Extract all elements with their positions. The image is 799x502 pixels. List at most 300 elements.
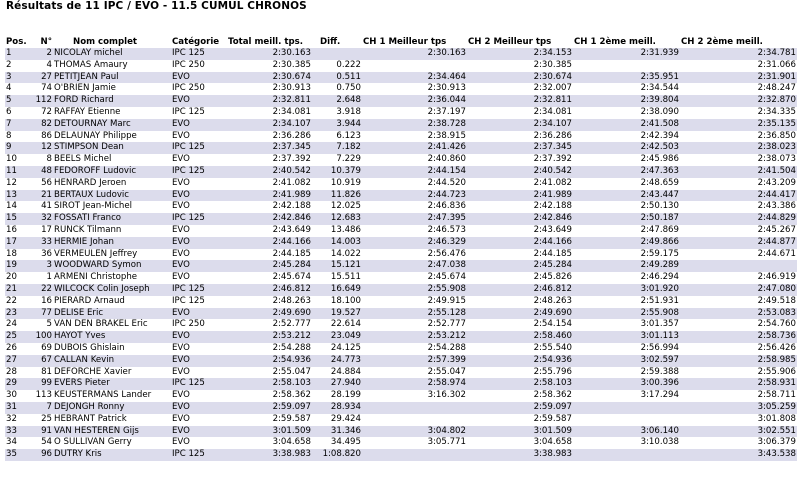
cell-ch1-best: 2:53.212 (362, 331, 467, 343)
cell-ch2-second: 2:35.135 (680, 119, 797, 131)
cell-name: DEJONGH Ronny (53, 402, 171, 414)
cell-name: RUNCK Tilmann (53, 225, 171, 237)
cell-category: EVO (171, 154, 227, 166)
cell-pos: 28 (5, 367, 33, 379)
cell-ch2-best: 2:43.649 (467, 225, 573, 237)
col-header-name: Nom complet (73, 36, 138, 47)
cell-diff: 6.123 (312, 131, 362, 143)
cell-pos: 26 (5, 343, 33, 355)
cell-total-best-time: 2:32.811 (227, 95, 312, 107)
cell-ch2-second: 2:36.850 (680, 131, 797, 143)
cell-ch1-second: 2:31.939 (573, 48, 680, 60)
cell-pos: 4 (5, 83, 33, 95)
cell-diff: 11.826 (312, 190, 362, 202)
cell-number: 8 (33, 154, 53, 166)
cell-total-best-time: 2:36.286 (227, 131, 312, 143)
cell-ch2-best: 2:34.107 (467, 119, 573, 131)
cell-ch1-second: 2:41.508 (573, 119, 680, 131)
cell-ch2-second: 3:06.379 (680, 437, 797, 449)
cell-pos: 20 (5, 272, 33, 284)
table-row (5, 414, 797, 426)
cell-name: CALLAN Kevin (53, 355, 171, 367)
header-row (5, 35, 797, 48)
cell-ch1-best: 2:45.674 (362, 272, 467, 284)
cell-ch1-second: 3:01.357 (573, 319, 680, 331)
cell-ch2-best: 2:40.542 (467, 166, 573, 178)
table-row (5, 178, 797, 190)
cell-diff: 2.648 (312, 95, 362, 107)
cell-diff: 28.934 (312, 402, 362, 414)
cell-ch1-second: 2:35.951 (573, 72, 680, 84)
cell-diff: 29.424 (312, 414, 362, 426)
cell-ch1-best (362, 414, 467, 426)
cell-name: HERMIE Johan (53, 237, 171, 249)
col-header-ch1-second: CH 1 2ème meill. (574, 36, 656, 47)
cell-category: EVO (171, 343, 227, 355)
cell-pos: 11 (5, 166, 33, 178)
cell-pos: 30 (5, 390, 33, 402)
cell-pos: 16 (5, 225, 33, 237)
cell-number: 72 (33, 107, 53, 119)
cell-category: EVO (171, 331, 227, 343)
cell-name: FEDOROFF Ludovic (53, 166, 171, 178)
table-row (5, 308, 797, 320)
cell-category: IPC 125 (171, 166, 227, 178)
cell-total-best-time: 2:42.188 (227, 201, 312, 213)
cell-ch2-best: 2:37.392 (467, 154, 573, 166)
cell-name: HENRARD Jeroen (53, 178, 171, 190)
cell-name: VERMEULEN Jeffrey (53, 249, 171, 261)
cell-ch2-best: 2:44.185 (467, 249, 573, 261)
cell-ch2-best: 2:34.153 (467, 48, 573, 60)
cell-ch1-second: 2:59.388 (573, 367, 680, 379)
cell-ch2-second (680, 260, 797, 272)
table-row (5, 142, 797, 154)
cell-ch2-best: 3:04.658 (467, 437, 573, 449)
cell-number: 5 (33, 319, 53, 331)
cell-diff: 27.940 (312, 378, 362, 390)
cell-total-best-time: 3:01.509 (227, 426, 312, 438)
cell-ch1-second: 2:49.289 (573, 260, 680, 272)
cell-number: 77 (33, 308, 53, 320)
cell-number: 91 (33, 426, 53, 438)
cell-category: EVO (171, 402, 227, 414)
cell-ch2-best: 2:41.082 (467, 178, 573, 190)
cell-ch2-best: 2:32.811 (467, 95, 573, 107)
cell-ch2-best: 2:37.345 (467, 142, 573, 154)
cell-pos: 12 (5, 178, 33, 190)
cell-diff: 19.527 (312, 308, 362, 320)
cell-total-best-time: 2:53.212 (227, 331, 312, 343)
cell-name: DUTRY Kris (53, 449, 171, 461)
cell-number: 54 (33, 437, 53, 449)
cell-name: RAFFAY Etienne (53, 107, 171, 119)
cell-diff: 24.125 (312, 343, 362, 355)
cell-ch1-best: 2:44.154 (362, 166, 467, 178)
cell-ch2-second: 2:45.267 (680, 225, 797, 237)
cell-name: NICOLAY michel (53, 48, 171, 60)
cell-name: DETOURNAY Marc (53, 119, 171, 131)
cell-number: 7 (33, 402, 53, 414)
table-row (5, 331, 797, 343)
cell-number: 17 (33, 225, 53, 237)
table-row (5, 190, 797, 202)
table-row (5, 378, 797, 390)
cell-name: PETITJEAN Paul (53, 72, 171, 84)
cell-ch1-second: 3:00.396 (573, 378, 680, 390)
cell-name: HEBRANT Patrick (53, 414, 171, 426)
cell-category: EVO (171, 190, 227, 202)
cell-number: 99 (33, 378, 53, 390)
table-row (5, 402, 797, 414)
cell-diff: 0.511 (312, 72, 362, 84)
cell-diff: 15.511 (312, 272, 362, 284)
cell-total-best-time: 2:58.362 (227, 390, 312, 402)
cell-number: 4 (33, 60, 53, 72)
cell-number: 32 (33, 213, 53, 225)
cell-category: IPC 125 (171, 213, 227, 225)
cell-ch2-best: 2:46.812 (467, 284, 573, 296)
cell-ch2-second: 2:38.073 (680, 154, 797, 166)
cell-ch2-second: 2:58.931 (680, 378, 797, 390)
cell-number: 36 (33, 249, 53, 261)
cell-name: WOODWARD Symon (53, 260, 171, 272)
cell-ch2-second: 2:56.426 (680, 343, 797, 355)
cell-total-best-time: 2:59.097 (227, 402, 312, 414)
cell-name: VAN HESTEREN Gijs (53, 426, 171, 438)
cell-ch1-best: 2:30.913 (362, 83, 467, 95)
cell-ch1-best: 2:47.395 (362, 213, 467, 225)
cell-diff: 28.199 (312, 390, 362, 402)
cell-pos: 1 (5, 48, 33, 60)
col-header-ch2-best: CH 2 Meilleur tps (468, 36, 552, 47)
table-row (5, 260, 797, 272)
cell-diff: 24.773 (312, 355, 362, 367)
cell-ch1-second: 2:42.503 (573, 142, 680, 154)
cell-category: EVO (171, 72, 227, 84)
table-row (5, 367, 797, 379)
cell-pos: 35 (5, 449, 33, 461)
cell-pos: 24 (5, 319, 33, 331)
cell-pos: 32 (5, 414, 33, 426)
cell-name: BEELS Michel (53, 154, 171, 166)
cell-name: THOMAS Amaury (53, 60, 171, 72)
cell-total-best-time: 3:04.658 (227, 437, 312, 449)
table-row (5, 272, 797, 284)
col-header-ch2-second: CH 2 2ème meill. (681, 36, 763, 47)
cell-number: 33 (33, 237, 53, 249)
cell-total-best-time: 2:43.649 (227, 225, 312, 237)
cell-ch2-best: 2:42.846 (467, 213, 573, 225)
cell-ch2-best: 2:54.154 (467, 319, 573, 331)
cell-ch2-best: 2:58.103 (467, 378, 573, 390)
cell-ch1-second: 2:48.659 (573, 178, 680, 190)
cell-diff: 12.683 (312, 213, 362, 225)
cell-pos: 2 (5, 60, 33, 72)
cell-name: ARMENI Christophe (53, 272, 171, 284)
cell-diff: 22.614 (312, 319, 362, 331)
cell-number: 41 (33, 201, 53, 213)
cell-ch1-best: 2:44.520 (362, 178, 467, 190)
cell-ch1-second: 3:10.038 (573, 437, 680, 449)
cell-ch1-second (573, 414, 680, 426)
cell-number: 74 (33, 83, 53, 95)
table-row (5, 48, 797, 60)
cell-name: WILCOCK Colin Joseph (53, 284, 171, 296)
cell-ch2-second: 2:44.417 (680, 190, 797, 202)
cell-ch1-second: 2:47.363 (573, 166, 680, 178)
cell-category: EVO (171, 225, 227, 237)
cell-ch2-second: 2:32.870 (680, 95, 797, 107)
cell-category: IPC 250 (171, 60, 227, 72)
table-row (5, 60, 797, 72)
cell-number: 113 (33, 390, 53, 402)
cell-diff: 18.100 (312, 296, 362, 308)
cell-number: 12 (33, 142, 53, 154)
cell-ch1-second: 2:43.447 (573, 190, 680, 202)
cell-total-best-time: 2:44.166 (227, 237, 312, 249)
cell-pos: 17 (5, 237, 33, 249)
cell-total-best-time: 2:37.345 (227, 142, 312, 154)
table-row (5, 449, 797, 461)
cell-ch1-best: 2:54.288 (362, 343, 467, 355)
cell-number: 81 (33, 367, 53, 379)
table-row (5, 83, 797, 95)
page-title: Résultats de 11 IPC / EVO - 11.5 CUMUL CHRONOS (6, 0, 307, 12)
cell-ch2-second: 2:31.066 (680, 60, 797, 72)
cell-ch2-second: 2:53.083 (680, 308, 797, 320)
results-table (5, 35, 797, 461)
cell-number: 22 (33, 284, 53, 296)
cell-pos: 19 (5, 260, 33, 272)
table-row (5, 213, 797, 225)
cell-total-best-time: 2:30.385 (227, 60, 312, 72)
cell-ch2-second: 2:41.504 (680, 166, 797, 178)
table-row (5, 296, 797, 308)
table-row (5, 390, 797, 402)
cell-pos: 22 (5, 296, 33, 308)
cell-ch2-second: 2:31.901 (680, 72, 797, 84)
results-table-header (5, 35, 797, 48)
cell-category: IPC 125 (171, 449, 227, 461)
table-row (5, 437, 797, 449)
table-row (5, 154, 797, 166)
cell-ch1-best: 3:16.302 (362, 390, 467, 402)
cell-ch1-best: 2:30.163 (362, 48, 467, 60)
cell-ch1-best (362, 449, 467, 461)
cell-category: EVO (171, 308, 227, 320)
cell-ch1-second: 2:39.804 (573, 95, 680, 107)
cell-ch1-best: 2:55.047 (362, 367, 467, 379)
cell-total-best-time: 2:42.846 (227, 213, 312, 225)
cell-ch2-best: 2:45.284 (467, 260, 573, 272)
cell-diff: 3.944 (312, 119, 362, 131)
cell-diff: 3.918 (312, 107, 362, 119)
cell-category: IPC 250 (171, 83, 227, 95)
cell-ch1-second: 2:56.994 (573, 343, 680, 355)
cell-name: DELAUNAY Philippe (53, 131, 171, 143)
cell-diff: 0.750 (312, 83, 362, 95)
cell-ch1-second: 2:34.544 (573, 83, 680, 95)
cell-pos: 21 (5, 284, 33, 296)
table-row (5, 166, 797, 178)
cell-ch2-best: 2:34.081 (467, 107, 573, 119)
cell-diff: 1:08.820 (312, 449, 362, 461)
cell-category: EVO (171, 367, 227, 379)
cell-pos: 3 (5, 72, 33, 84)
cell-ch1-best: 2:46.836 (362, 201, 467, 213)
cell-ch2-second: 2:54.760 (680, 319, 797, 331)
table-row (5, 107, 797, 119)
cell-ch1-second: 2:49.866 (573, 237, 680, 249)
cell-pos: 8 (5, 131, 33, 143)
cell-ch1-best: 2:58.974 (362, 378, 467, 390)
col-header-total-best-time: Total meill. tps. (228, 36, 303, 47)
cell-number: 82 (33, 119, 53, 131)
cell-diff: 16.649 (312, 284, 362, 296)
col-header-ch1-best: CH 1 Meilleur tps (363, 36, 447, 47)
cell-category: IPC 250 (171, 319, 227, 331)
cell-ch1-second (573, 449, 680, 461)
col-header-pos: Pos. (6, 36, 27, 47)
cell-name: PIERARD Arnaud (53, 296, 171, 308)
cell-ch2-second: 2:47.080 (680, 284, 797, 296)
cell-category: EVO (171, 272, 227, 284)
cell-name: EVERS Pieter (53, 378, 171, 390)
cell-total-best-time: 2:48.263 (227, 296, 312, 308)
cell-ch1-second: 3:06.140 (573, 426, 680, 438)
results-table-body (5, 48, 797, 461)
cell-ch2-best: 2:30.385 (467, 60, 573, 72)
cell-ch1-best: 2:55.128 (362, 308, 467, 320)
cell-ch1-best: 3:04.802 (362, 426, 467, 438)
cell-category: IPC 125 (171, 378, 227, 390)
cell-ch2-best: 2:54.936 (467, 355, 573, 367)
cell-number: 56 (33, 178, 53, 190)
cell-ch2-best: 2:49.690 (467, 308, 573, 320)
cell-ch2-second: 2:44.671 (680, 249, 797, 261)
cell-ch2-best: 2:55.540 (467, 343, 573, 355)
cell-ch2-best: 2:30.674 (467, 72, 573, 84)
cell-ch2-second: 3:01.808 (680, 414, 797, 426)
cell-ch2-second: 2:44.829 (680, 213, 797, 225)
cell-ch2-second: 2:46.919 (680, 272, 797, 284)
table-row (5, 249, 797, 261)
cell-total-best-time: 2:46.812 (227, 284, 312, 296)
cell-ch2-best: 3:38.983 (467, 449, 573, 461)
cell-name: BERTAUX Ludovic (53, 190, 171, 202)
cell-total-best-time: 2:55.047 (227, 367, 312, 379)
cell-ch1-best: 2:40.860 (362, 154, 467, 166)
cell-pos: 27 (5, 355, 33, 367)
cell-name: HAYOT Yves (53, 331, 171, 343)
cell-ch1-best: 2:36.044 (362, 95, 467, 107)
cell-ch1-second: 2:50.130 (573, 201, 680, 213)
cell-ch1-second: 2:59.175 (573, 249, 680, 261)
cell-ch1-best: 2:56.476 (362, 249, 467, 261)
cell-ch2-second: 2:58.736 (680, 331, 797, 343)
cell-total-best-time: 2:40.542 (227, 166, 312, 178)
cell-number: 27 (33, 72, 53, 84)
table-row (5, 355, 797, 367)
col-header-diff: Diff. (320, 36, 341, 47)
cell-pos: 31 (5, 402, 33, 414)
cell-ch1-best: 2:57.399 (362, 355, 467, 367)
cell-diff: 34.495 (312, 437, 362, 449)
cell-number: 2 (33, 48, 53, 60)
cell-ch2-second: 3:05.259 (680, 402, 797, 414)
cell-ch1-best: 2:46.573 (362, 225, 467, 237)
table-row (5, 225, 797, 237)
cell-pos: 13 (5, 190, 33, 202)
cell-ch2-best: 2:55.796 (467, 367, 573, 379)
cell-diff: 7.229 (312, 154, 362, 166)
cell-ch1-second: 2:47.869 (573, 225, 680, 237)
cell-ch1-best: 2:37.197 (362, 107, 467, 119)
table-row (5, 201, 797, 213)
cell-number: 67 (33, 355, 53, 367)
cell-ch2-second: 2:49.518 (680, 296, 797, 308)
cell-ch2-second: 2:34.781 (680, 48, 797, 60)
cell-total-best-time: 2:41.989 (227, 190, 312, 202)
cell-ch1-best: 2:52.777 (362, 319, 467, 331)
cell-ch1-best: 2:38.728 (362, 119, 467, 131)
cell-ch1-second: 2:50.187 (573, 213, 680, 225)
cell-pos: 33 (5, 426, 33, 438)
cell-number: 100 (33, 331, 53, 343)
cell-total-best-time: 2:45.284 (227, 260, 312, 272)
cell-total-best-time: 2:37.392 (227, 154, 312, 166)
cell-ch1-second (573, 60, 680, 72)
cell-category: IPC 125 (171, 284, 227, 296)
table-row (5, 343, 797, 355)
cell-category: EVO (171, 249, 227, 261)
cell-name: SIROT Jean-Michel (53, 201, 171, 213)
cell-category: EVO (171, 414, 227, 426)
cell-total-best-time: 2:49.690 (227, 308, 312, 320)
cell-category: EVO (171, 390, 227, 402)
cell-diff: 14.022 (312, 249, 362, 261)
table-row (5, 131, 797, 143)
cell-diff (312, 48, 362, 60)
cell-ch2-second: 2:34.335 (680, 107, 797, 119)
cell-name: FORD Richard (53, 95, 171, 107)
cell-category: EVO (171, 95, 227, 107)
cell-category: EVO (171, 437, 227, 449)
cell-ch1-second: 3:02.597 (573, 355, 680, 367)
cell-number: 112 (33, 95, 53, 107)
cell-category: IPC 125 (171, 142, 227, 154)
col-header-category: Catégorie (172, 36, 220, 47)
cell-ch1-second: 2:38.090 (573, 107, 680, 119)
cell-ch1-second: 2:51.931 (573, 296, 680, 308)
cell-total-best-time: 2:54.936 (227, 355, 312, 367)
cell-pos: 23 (5, 308, 33, 320)
cell-ch1-best: 3:05.771 (362, 437, 467, 449)
cell-ch1-best (362, 402, 467, 414)
cell-diff: 13.486 (312, 225, 362, 237)
cell-ch1-second: 2:46.294 (573, 272, 680, 284)
cell-category: IPC 125 (171, 296, 227, 308)
cell-number: 69 (33, 343, 53, 355)
cell-ch1-best (362, 60, 467, 72)
table-row (5, 237, 797, 249)
cell-category: EVO (171, 119, 227, 131)
cell-pos: 7 (5, 119, 33, 131)
cell-name: FOSSATI Franco (53, 213, 171, 225)
cell-pos: 25 (5, 331, 33, 343)
cell-total-best-time: 2:30.163 (227, 48, 312, 60)
